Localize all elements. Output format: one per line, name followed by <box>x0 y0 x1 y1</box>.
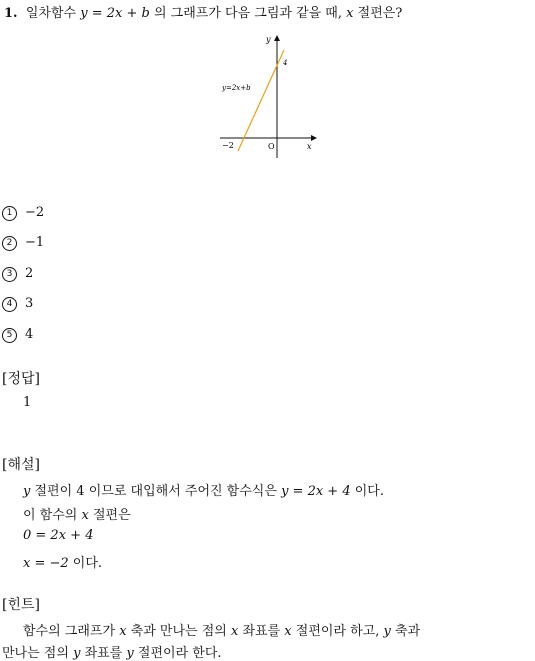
hint-line-2-a: 만나는 점의 <box>2 646 69 661</box>
choice-3-value: 2 <box>25 266 34 281</box>
explanation-x-var: x <box>81 508 89 523</box>
choice-3[interactable] <box>2 266 33 282</box>
answer-header: [정답] <box>2 371 40 387</box>
hint-y-var-3: y <box>126 646 134 661</box>
hint-line-1 <box>23 620 420 639</box>
choice-5[interactable] <box>2 327 33 343</box>
question-number: 1. <box>4 6 18 21</box>
explanation-solution: x = −2 <box>23 556 69 571</box>
explanation-line-1 <box>23 480 384 499</box>
hint-line-1-a: 함수의 그래프가 <box>23 624 116 639</box>
choice-5-mark: 5 <box>2 328 17 343</box>
y-axis-label: y <box>266 35 271 44</box>
linear-function-graph <box>212 30 324 162</box>
explanation-line-2-a: 이 함수의 <box>23 508 78 523</box>
choice-2-mark: 2 <box>2 236 17 251</box>
choice-4-mark: 4 <box>2 297 17 312</box>
origin-label: O <box>268 142 275 151</box>
explanation-line-2 <box>23 504 131 523</box>
hint-line-1-b: 축과 만나는 점의 <box>130 624 227 639</box>
hint-line-1-d: 절편이라 하고, <box>295 624 380 639</box>
explanation-line-4 <box>23 552 102 571</box>
choice-1[interactable] <box>2 205 44 221</box>
hint-x-var-2: x <box>230 624 239 639</box>
explanation-line-4-b: 이다. <box>72 556 103 571</box>
choice-1-mark: 1 <box>2 206 17 221</box>
hint-line-1-c: 좌표를 <box>242 624 281 639</box>
question-text-b: 의 그래프가 다음 그림과 같을 때, <box>153 6 343 21</box>
hint-y-var-1: y <box>383 624 391 639</box>
hint-header: [힌트] <box>2 597 40 613</box>
explanation-line-1-a: 절편이 4 이므로 대입해서 주어진 함수식은 <box>34 484 277 499</box>
choice-1-value: −2 <box>25 205 45 220</box>
question-text-c: 절편은? <box>357 6 403 21</box>
explanation-line-2-b: 절편은 <box>93 508 131 523</box>
choice-5-value: 4 <box>25 327 34 342</box>
explanation-header: [해설] <box>2 457 40 473</box>
answer-value: 1 <box>23 395 32 410</box>
choice-2[interactable] <box>2 235 44 251</box>
x-axis-label: x <box>307 142 312 151</box>
explanation-line-1-b: 이다. <box>354 484 384 499</box>
y-intercept-label: 4 <box>283 59 288 67</box>
question-line <box>4 2 402 21</box>
explanation-y-var: y <box>23 484 31 499</box>
hint-line-2-b: 좌표를 <box>84 646 123 661</box>
choice-4[interactable] <box>2 296 33 312</box>
x-intercept-label: −2 <box>222 141 234 150</box>
hint-line-2-c: 절편이라 한다. <box>137 646 222 661</box>
explanation-line-3: 0 = 2x + 4 <box>23 528 94 543</box>
question-text-a: 일차함수 <box>25 6 77 21</box>
line-equation-label: y=2x+b <box>222 84 251 92</box>
question-x-var: x <box>346 6 354 21</box>
hint-line-1-e: 축과 <box>395 624 421 639</box>
choice-2-value: −1 <box>25 235 45 250</box>
hint-line-2 <box>2 642 222 661</box>
choice-4-value: 3 <box>25 296 34 311</box>
hint-x-var-3: x <box>284 624 292 639</box>
explanation-equation: y = 2x + 4 <box>281 484 351 499</box>
question-equation: y = 2x + b <box>80 6 150 21</box>
hint-x-var-1: x <box>119 624 127 639</box>
choice-3-mark: 3 <box>2 267 17 282</box>
hint-y-var-2: y <box>73 646 81 661</box>
